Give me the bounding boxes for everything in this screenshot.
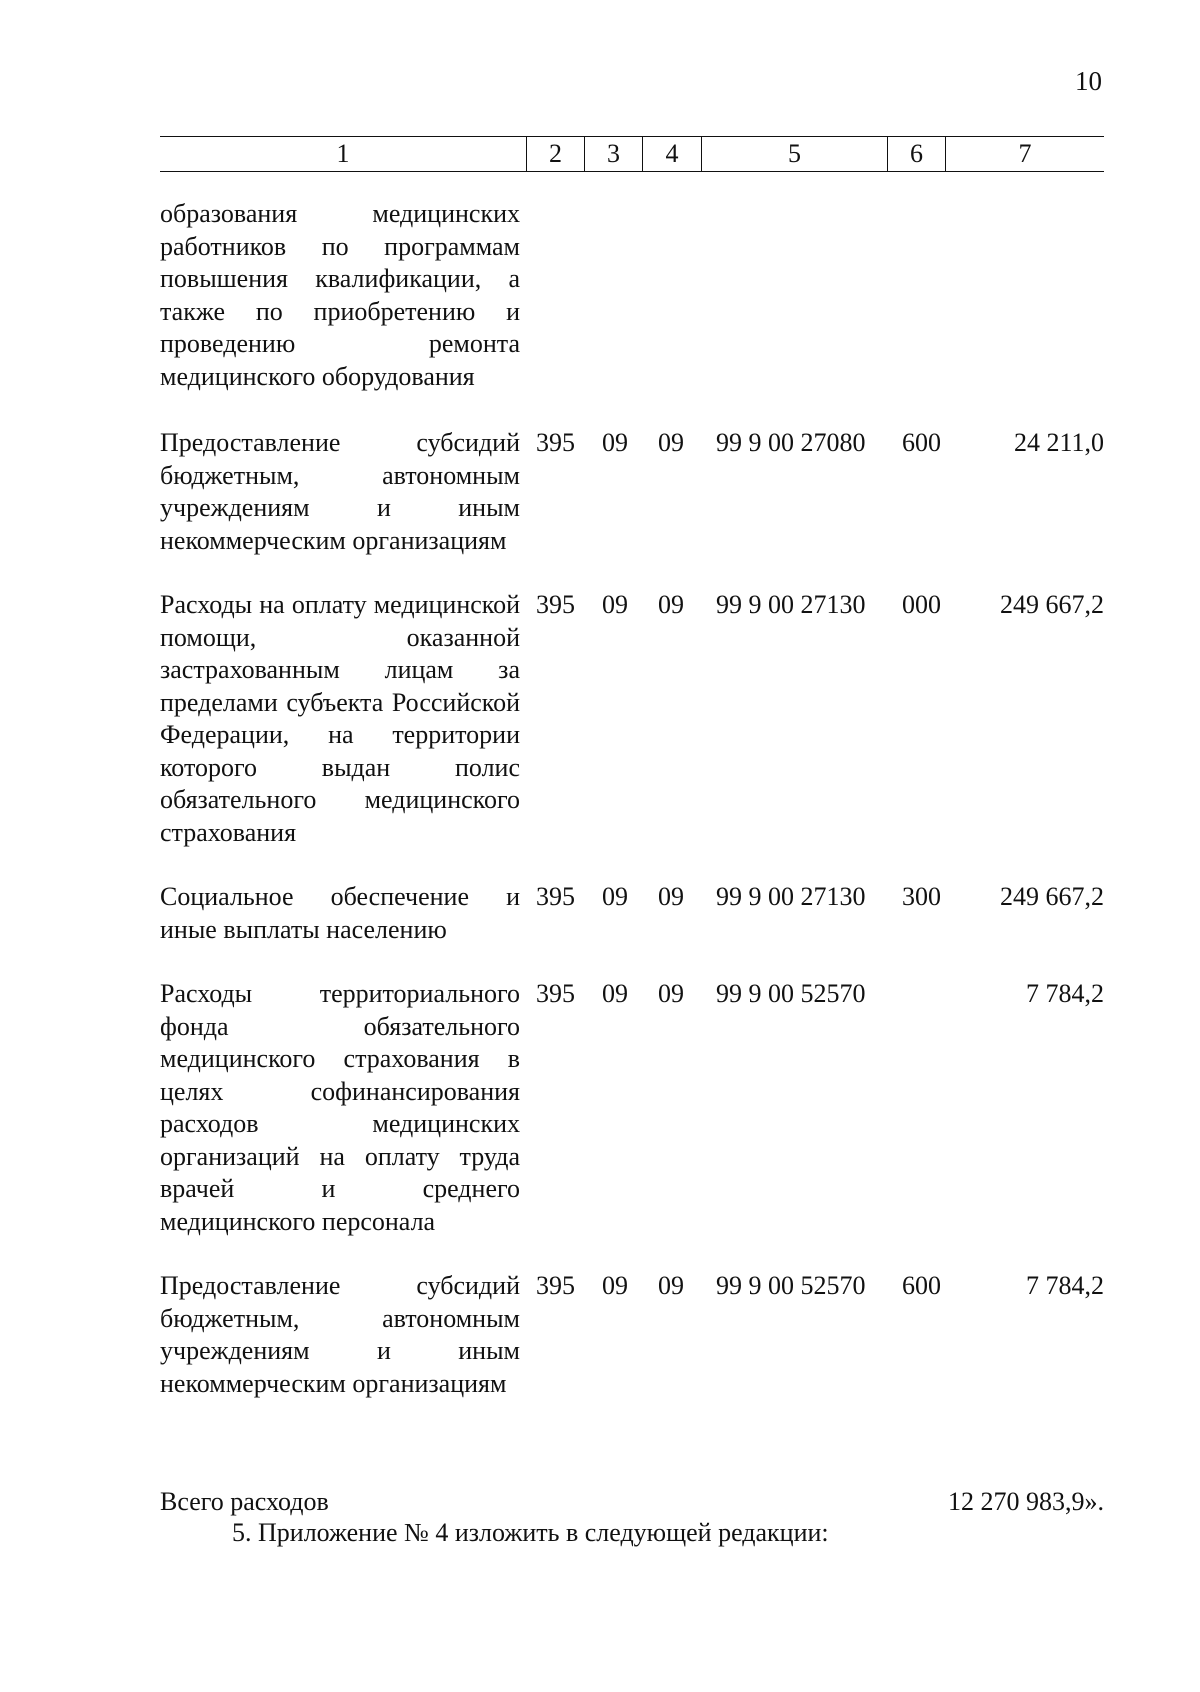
row-target-article: 99 9 00 27130 <box>716 882 866 911</box>
row-subsection: 09 <box>658 428 684 457</box>
total-value: 12 270 983,9». <box>948 1487 1104 1516</box>
row-section: 09 <box>602 428 628 457</box>
row-grbs: 395 <box>536 428 575 457</box>
total-label: Всего расходов <box>160 1487 329 1516</box>
header-col-4: 4 <box>642 137 701 171</box>
row-target-article: 99 9 00 27130 <box>716 590 866 619</box>
row-grbs: 395 <box>536 882 575 911</box>
page-number: 10 <box>1075 66 1102 96</box>
header-col-5: 5 <box>701 137 887 171</box>
header-col-1: 1 <box>336 139 350 168</box>
header-col-7: 7 <box>945 137 1104 171</box>
row-section: 09 <box>602 590 628 619</box>
row-description: Расходы территориального фонда обязательного медицинского страхования в целях софинансирования расходов медицинских организаций на оплату труда врачей и среднего медицинского персонала <box>160 979 520 1236</box>
header-col-3: 3 <box>584 137 642 171</box>
row-amount: 7 784,2 <box>1026 979 1104 1008</box>
table-row <box>160 881 1104 946</box>
table-row <box>160 1270 1104 1400</box>
table-body <box>160 198 1104 1432</box>
table-row <box>160 978 1104 1238</box>
table-header <box>160 136 1104 172</box>
total-row <box>160 1486 1104 1518</box>
row-section: 09 <box>602 979 628 1008</box>
row-description: Расходы на оплату медицинской помощи, оказанной застрахованным лицам за пределами субъекта Российской Федерации, на территории которого выдан полис обязательного медицинского страхования <box>160 590 520 847</box>
header-col-2: 2 <box>526 137 584 171</box>
row-section: 09 <box>602 882 628 911</box>
table-row <box>160 427 1104 557</box>
row-subsection: 09 <box>658 979 684 1008</box>
table-row <box>160 589 1104 849</box>
row-expense-type: 300 <box>902 882 941 911</box>
row-target-article: 99 9 00 27080 <box>716 428 866 457</box>
row-description: Социальное обеспечение и иные выплаты населению <box>160 882 520 944</box>
row-grbs: 395 <box>536 1271 575 1300</box>
row-section: 09 <box>602 1271 628 1300</box>
row-expense-type: 600 <box>902 1271 941 1300</box>
row-description: Предоставление субсидий бюджетным, автономным учреждениям и иным некоммерческим организациям <box>160 1271 520 1398</box>
table-row <box>160 198 1104 393</box>
header-col-6: 6 <box>887 137 945 171</box>
row-subsection: 09 <box>658 882 684 911</box>
row-amount: 249 667,2 <box>1000 590 1104 619</box>
row-amount: 249 667,2 <box>1000 882 1104 911</box>
closing-paragraph: 5. Приложение № 4 изложить в следующей редакции: <box>232 1518 829 1547</box>
row-description: Предоставление субсидий бюджетным, автономным учреждениям и иным некоммерческим организациям <box>160 428 520 555</box>
row-expense-type: 600 <box>902 428 941 457</box>
row-amount: 7 784,2 <box>1026 1271 1104 1300</box>
row-description: образования медицинских работников по программам повышения квалификации, а также по приобретению и проведению ремонта медицинского оборудования <box>160 199 520 391</box>
row-target-article: 99 9 00 52570 <box>716 1271 866 1300</box>
row-target-article: 99 9 00 52570 <box>716 979 866 1008</box>
row-subsection: 09 <box>658 590 684 619</box>
row-grbs: 395 <box>536 979 575 1008</box>
row-expense-type: 000 <box>902 590 941 619</box>
row-amount: 24 211,0 <box>1013 428 1104 457</box>
row-grbs: 395 <box>536 590 575 619</box>
row-subsection: 09 <box>658 1271 684 1300</box>
